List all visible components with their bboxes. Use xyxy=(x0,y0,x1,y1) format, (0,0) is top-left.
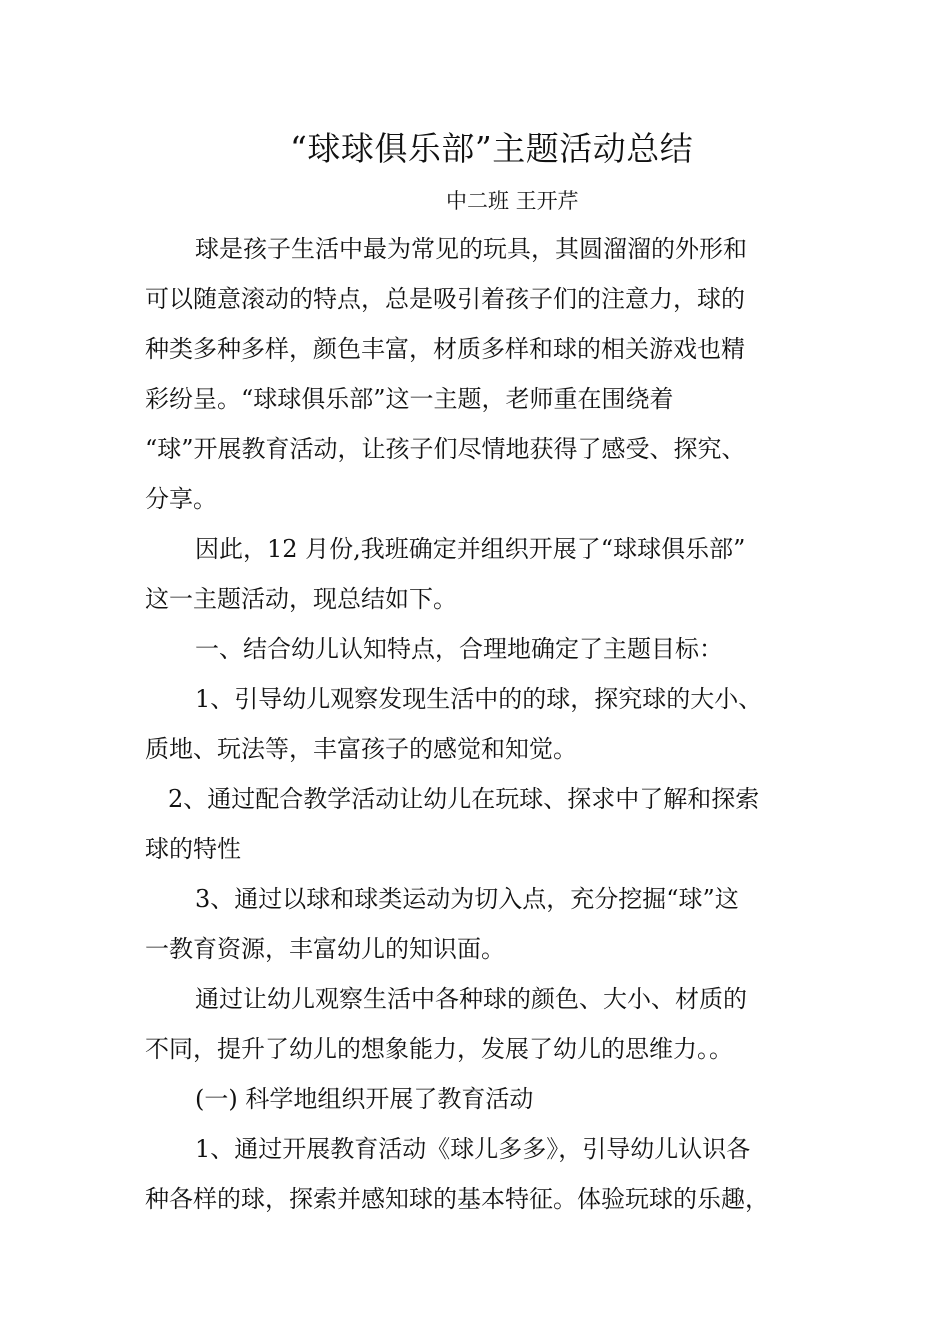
body-line: 1、引导幼儿观察发现生活中的的球，探究球的大小、 xyxy=(195,685,763,713)
body-line: 球的特性 xyxy=(145,835,241,863)
subsection-heading: (一) 科学地组织开展了教育活动 xyxy=(195,1085,534,1113)
body-line: 2、通过配合教学活动让幼儿在玩球、探求中了解和探索 xyxy=(168,785,760,813)
author-line: 中二班 王开芹 xyxy=(446,189,579,213)
body-line: 一教育资源，丰富幼儿的知识面。 xyxy=(145,935,505,963)
body-line: 种各样的球，探索并感知球的基本特征。体验玩球的乐趣， xyxy=(145,1185,769,1213)
body-line: 分享。 xyxy=(145,485,217,513)
body-line: “球”开展教育活动，让孩子们尽情地获得了感受、探究、 xyxy=(145,435,746,463)
body-line: 种类多种多样，颜色丰富，材质多样和球的相关游戏也精 xyxy=(145,335,745,363)
body-line: 不同，提升了幼儿的想象能力，发展了幼儿的思维力。。 xyxy=(145,1035,733,1063)
body-line: 因此，12 月份,我班确定并组织开展了“球球俱乐部” xyxy=(195,535,746,563)
body-line: 1、通过开展教育活动《球儿多多》，引导幼儿认识各 xyxy=(195,1135,751,1163)
document-title: “球球俱乐部”主题活动总结 xyxy=(290,129,694,168)
body-line: 彩纷呈。“球球俱乐部”这一主题，老师重在围绕着 xyxy=(145,385,674,413)
body-line: 球是孩子生活中最为常见的玩具，其圆溜溜的外形和 xyxy=(195,235,747,263)
section-heading: 一、结合幼儿认知特点，合理地确定了主题目标： xyxy=(195,635,723,663)
body-line: 3、通过以球和球类运动为切入点，充分挖掘“球”这 xyxy=(195,885,739,913)
body-line: 质地、玩法等，丰富孩子的感觉和知觉。 xyxy=(145,735,577,763)
body-line: 可以随意滚动的特点，总是吸引着孩子们的注意力，球的 xyxy=(145,285,745,313)
body-line: 通过让幼儿观察生活中各种球的颜色、大小、材质的 xyxy=(195,985,747,1013)
body-line: 这一主题活动，现总结如下。 xyxy=(145,585,457,613)
